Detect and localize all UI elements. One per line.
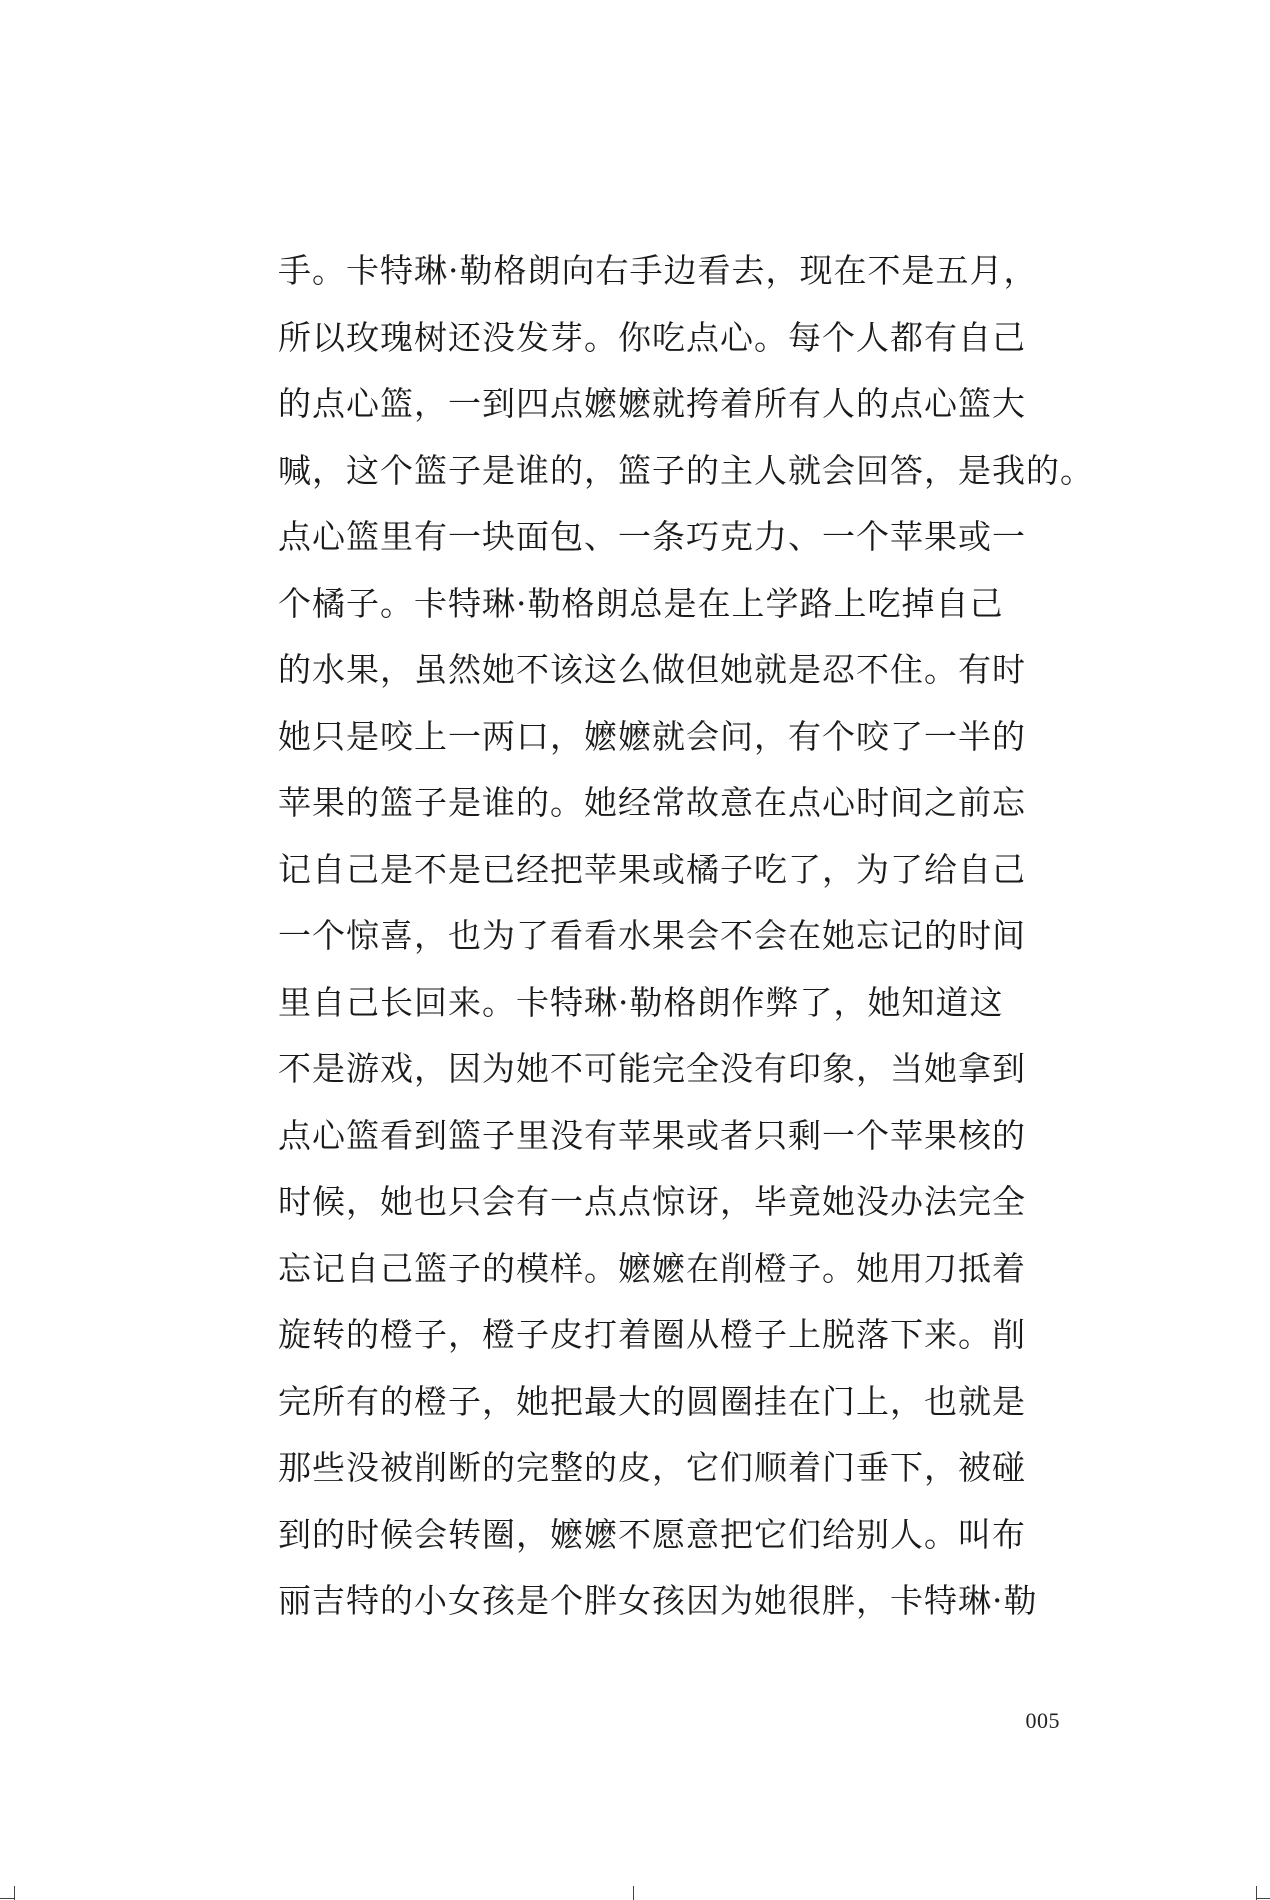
text-line: 记自己是不是已经把苹果或橘子吃了，为了给自己 — [278, 849, 1026, 889]
text-line: 完所有的橙子，她把最大的圆圈挂在门上，也就是 — [278, 1381, 1026, 1421]
crop-mark-bottom-right — [1256, 1898, 1270, 1899]
text-line: 苹果的篮子是谁的。她经常故意在点心时间之前忘 — [278, 783, 1026, 822]
text-line: 点心篮看到篮子里没有苹果或者只剩一个苹果核的 — [278, 1115, 1026, 1155]
crop-mark-bottom-right-vertical — [1256, 1886, 1257, 1900]
text-line: 喊，这个篮子是谁的，篮子的主人就会回答，是我的。 — [278, 450, 1094, 490]
text-line: 丽吉特的小女孩是个胖女孩因为她很胖，卡特琳·勒 — [278, 1581, 1038, 1620]
crop-mark-bottom-left — [0, 1898, 14, 1899]
text-line: 到的时候会转圈，嬷嬷不愿意把它们给别人。叫布 — [278, 1514, 1026, 1554]
text-line: 一个惊喜，也为了看看水果会不会在她忘记的时间 — [278, 916, 1026, 955]
text-line: 旋转的橙子，橙子皮打着圈从橙子上脱落下来。削 — [278, 1315, 1026, 1354]
text-line: 的点心篮，一到四点嬷嬷就挎着所有人的点心篮大 — [278, 384, 1026, 423]
body-text — [278, 238, 1094, 1635]
text-line: 时候，她也只会有一点点惊讶，毕竟她没办法完全 — [278, 1182, 1026, 1221]
crop-mark-bottom-center — [633, 1886, 634, 1900]
crop-mark-bottom-left-vertical — [14, 1886, 15, 1900]
text-line: 点心篮里有一块面包、一条巧克力、一个苹果或一 — [278, 517, 1026, 556]
text-line: 的水果，虽然她不该这么做但她就是忍不住。有时 — [278, 650, 1026, 689]
text-line: 所以玫瑰树还没发芽。你吃点心。每个人都有自己 — [278, 317, 1026, 357]
text-line: 她只是咬上一两口，嬷嬷就会问，有个咬了一半的 — [278, 716, 1026, 756]
text-line: 不是游戏，因为她不可能完全没有印象，当她拿到 — [278, 1049, 1026, 1088]
text-line: 里自己长回来。卡特琳·勒格朗作弊了，她知道这 — [278, 982, 1004, 1022]
text-line: 那些没被削断的完整的皮，它们顺着门垂下，被碰 — [278, 1448, 1026, 1487]
page-number: 005 — [1025, 1708, 1060, 1733]
text-line: 个橘子。卡特琳·勒格朗总是在上学路上吃掉自己 — [278, 583, 1004, 623]
text-line: 手。卡特琳·勒格朗向右手边看去，现在不是五月， — [278, 251, 1038, 290]
text-line: 忘记自己篮子的模样。嬷嬷在削橙子。她用刀抵着 — [278, 1248, 1026, 1288]
